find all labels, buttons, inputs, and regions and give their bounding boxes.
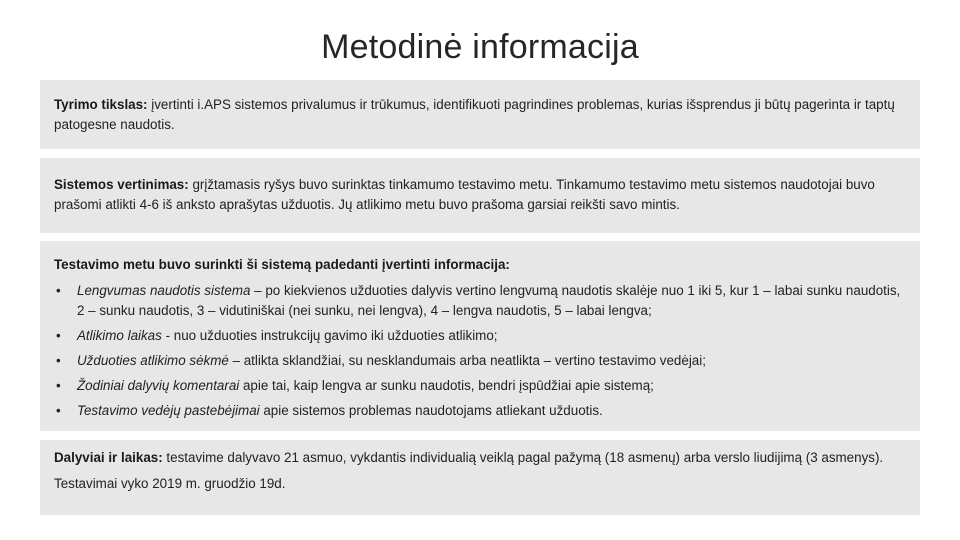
bullet-icon: • (56, 403, 61, 418)
bullet-icon: • (56, 378, 61, 393)
list-item-text: apie tai, kaip lengva ar sunku naudotis, bendri įspūdžiai apie sistemą; (239, 378, 654, 393)
list-item-term: Žodiniai dalyvių komentarai (77, 378, 240, 393)
research-goal-label: Tyrimo tikslas: (54, 97, 148, 112)
list-item-term: Lengvumas naudotis sistema (77, 283, 251, 298)
list-item-text: – po kiekvienos užduoties dalyvis vertino lengvumą naudotis skalėje nuo 1 iki 5, kur 1 – labai sunku naudotis, 2 – sunku naudotis, 3 – vidutiniškai (nei sunku, nei lengva), 4 – lengva naudotis, 5 – labai lengva; (77, 283, 901, 318)
list-item (54, 326, 906, 346)
list-item-text: apie sistemos problemas naudotojams atliekant užduotis. (259, 403, 603, 418)
participants-text: testavime dalyvavo 21 asmuo, vykdantis individualią veiklą pagal pažymą (18 asmenų) arba verslo liudijimą (3 asmenys). (162, 450, 884, 465)
system-evaluation-box (40, 158, 920, 233)
list-item-term: Testavimo vedėjų pastebėjimai (77, 403, 260, 418)
research-goal-text: įvertinti i.APS sistemos privalumus ir trūkumus, identifikuoti pagrindines problemas, kurias išsprendus ji būtų pagerinta ir taptų patogesne naudotis. (54, 97, 895, 132)
list-item (54, 351, 906, 371)
collected-info-box (40, 241, 920, 431)
list-item (54, 376, 906, 396)
list-item-term: Užduoties atlikimo sėkmė (77, 353, 229, 368)
participants-label: Dalyviai ir laikas: (54, 450, 163, 465)
bullet-icon: • (56, 283, 61, 298)
list-item (54, 281, 906, 321)
list-item (54, 401, 906, 421)
testing-date: Testavimai vyko 2019 m. gruodžio 19d. (54, 476, 286, 491)
list-item-term: Atlikimo laikas (77, 328, 162, 343)
research-goal-box (40, 80, 920, 149)
page-title: Metodinė informacija (321, 28, 639, 66)
collected-info-list (54, 281, 906, 421)
participants-box (40, 440, 920, 515)
system-evaluation-label: Sistemos vertinimas: (54, 177, 189, 192)
list-item-text: – atlikta sklandžiai, su nesklandumais arba neatlikta – vertino testavimo vedėjai; (228, 353, 706, 368)
participants-paragraph (54, 448, 906, 468)
bullet-icon: • (56, 328, 61, 343)
system-evaluation-text: grįžtamasis ryšys buvo surinktas tinkamumo testavimo metu. Tinkamumo testavimo metu sistemos naudotojai buvo prašomi atlikti 4-6 iš anksto aprašytas užduotis. Jų atlikimo metu buvo prašoma garsiai reikšti savo mintis. (54, 177, 875, 212)
collected-info-heading: Testavimo metu buvo surinkti ši sistemą padedanti įvertinti informacija: (54, 257, 510, 272)
bullet-icon: • (56, 353, 61, 368)
list-item-text: - nuo užduoties instrukcijų gavimo iki užduoties atlikimo; (161, 328, 498, 343)
